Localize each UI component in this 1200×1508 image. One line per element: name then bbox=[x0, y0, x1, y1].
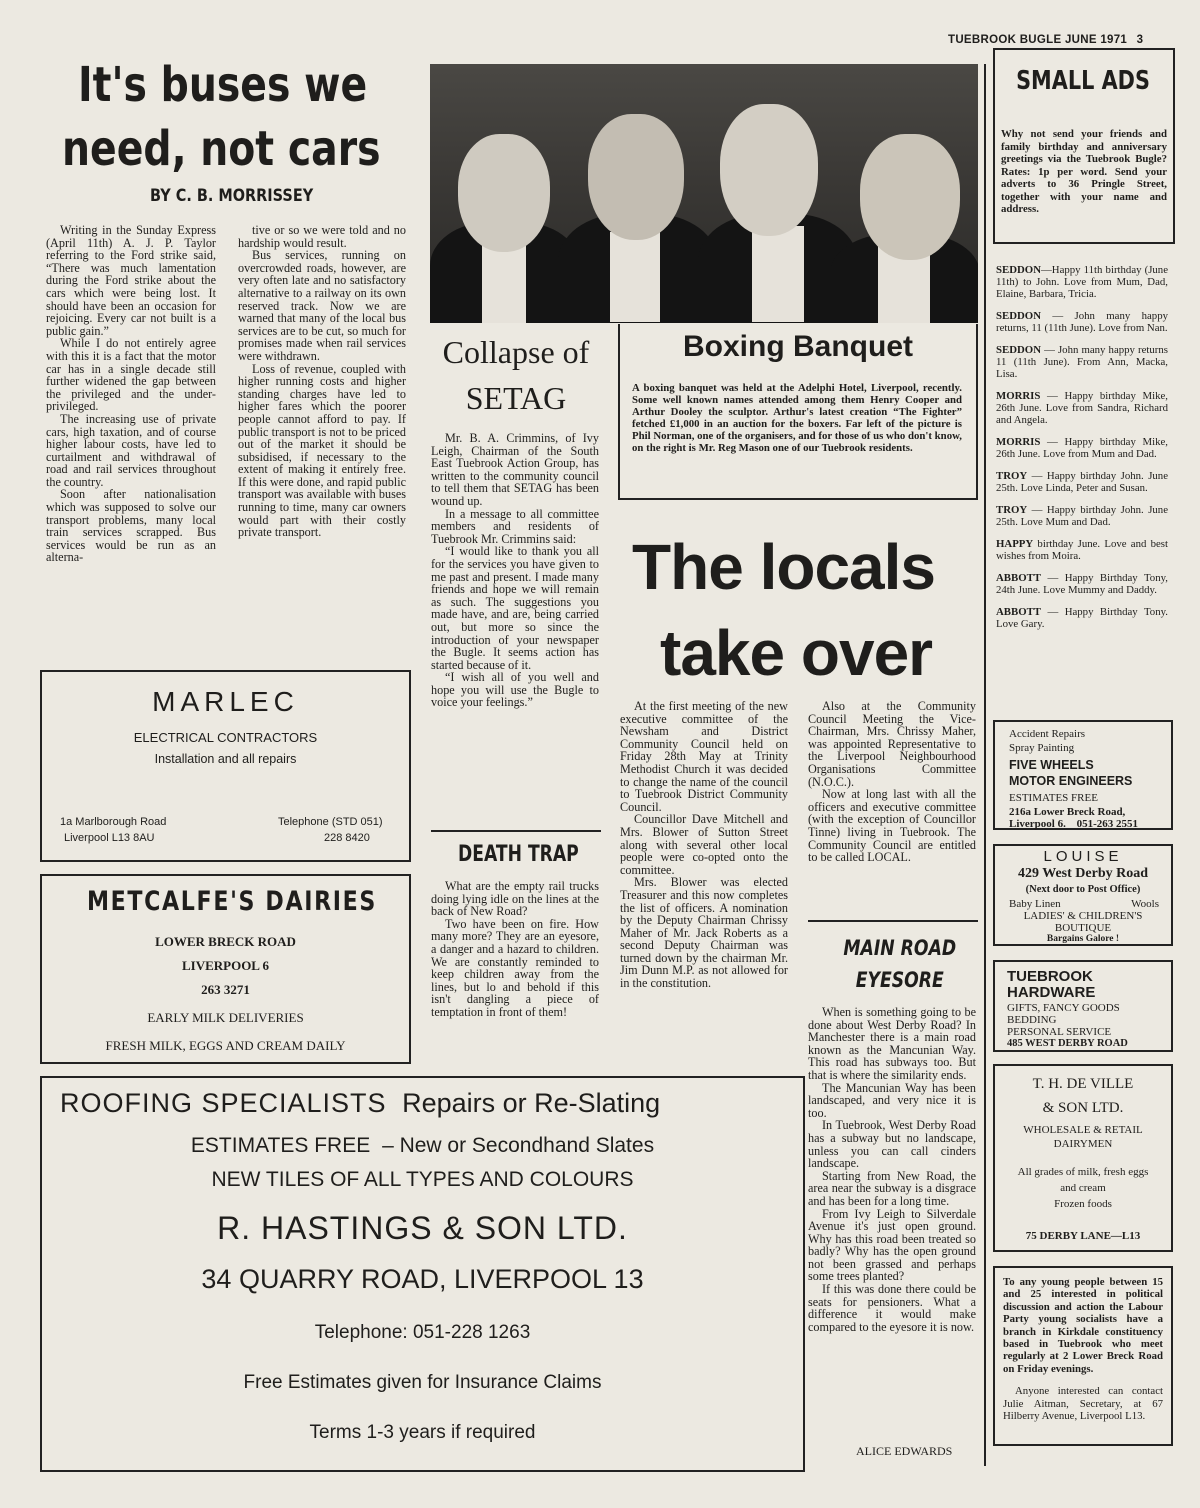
deville-line6: and cream bbox=[1060, 1182, 1106, 1194]
main-road-rule bbox=[808, 920, 978, 922]
small-ad bbox=[996, 504, 1168, 528]
setag-paragraph: Mr. B. A. Crimmins, of Ivy Leigh, Chairman of the South East Tuebrook Action Group, has written to the community council to tell them that SETAG has been wound up. bbox=[431, 431, 599, 508]
small-ad-name: MORRIS bbox=[996, 390, 1041, 402]
buses-paragraph: Writing in the Sunday Express (April 11th) A. J. P. Taylor referring to the Ford strike said, “There was much lamentation during the Ford strike about the cars which were being lost. It should have been an occasion for rejoicing. Every car not built is a public gain.” bbox=[46, 223, 216, 338]
small-ad-text: — Happy birthday John. June 25th. Love Linda, Peter and Susan. bbox=[996, 470, 1168, 494]
louise-baby-linen: Baby Linen bbox=[1009, 898, 1061, 910]
metcalfes-name: METCALFE'S DAIRIES bbox=[86, 886, 378, 917]
boxing-banquet-body: A boxing banquet was held at the Adelphi Hotel, Liverpool, recently. Some well known names attended among them Henry Cooper and Arthur Dooley the sculptor. Arthur's latest creation “The Fighter” fetched £1,000 in an auction for the boxers. Far left of the picture is Phil Norman, one of the organisers, and for those of us who don't know, on the right is Mr. Reg Mason one of our Tuebrook residents. bbox=[632, 382, 962, 454]
louise-line5: BOUTIQUE bbox=[1054, 922, 1112, 934]
louise-line6: Bargains Galore ! bbox=[1046, 934, 1120, 944]
small-ads-list bbox=[996, 264, 1168, 640]
main-road-headline-line1: MAIN ROAD bbox=[843, 936, 957, 960]
hardware-line6: 485 WEST DERBY ROAD bbox=[1007, 1038, 1128, 1049]
metcalfes-ad bbox=[40, 874, 411, 1064]
small-ad-text: — Happy birthday Mike, 26th June. Love from Mum and Dad. bbox=[996, 436, 1168, 460]
five-wheels-line7 bbox=[1009, 818, 1138, 830]
death-trap-headline: DEATH TRAP bbox=[458, 842, 579, 867]
hardware-line4: BEDDING bbox=[1007, 1014, 1057, 1026]
locals-headline-line1: The locals bbox=[632, 531, 935, 603]
locals-column-2 bbox=[808, 700, 976, 864]
small-ad-name: SEDDON bbox=[996, 344, 1041, 356]
roofing-line1-a: ROOFING SPECIALISTS bbox=[60, 1088, 387, 1118]
small-ad-name: ABBOTT bbox=[996, 606, 1042, 618]
small-ad bbox=[996, 390, 1168, 426]
hardware-ad bbox=[993, 960, 1173, 1052]
roofing-line1-b: Repairs or Re-Slating bbox=[402, 1088, 661, 1118]
masthead-date: JUNE 1971 bbox=[1064, 34, 1128, 46]
deville-line1: T. H. DE VILLE bbox=[1032, 1076, 1134, 1092]
deville-line3: WHOLESALE & RETAIL bbox=[1023, 1124, 1143, 1136]
small-ads-header-box bbox=[993, 48, 1175, 244]
locals-headline-line2: take over bbox=[660, 617, 933, 689]
metcalfes-line1: LOWER BRECK ROAD bbox=[155, 934, 296, 949]
column-rule bbox=[984, 64, 986, 1466]
roofing-telephone: Telephone: 051-228 1263 bbox=[314, 1322, 531, 1343]
labour-notice bbox=[993, 1266, 1173, 1446]
marlec-address-1: 1a Marlborough Road bbox=[60, 816, 167, 828]
buses-paragraph: Bus services, running on overcrowded roads, however, are very often late and no satisfactory alternative to a railway on its own reserved track. Now we are warned that many of the local bus services are to be cut, so much for promises made when rail services were withdrawn. bbox=[238, 248, 406, 363]
louise-line1: 429 West Derby Road bbox=[1017, 866, 1149, 881]
small-ad-text: — Happy birthday John. June 25th. Love Mum and Dad. bbox=[996, 504, 1168, 528]
small-ads-title: SMALL ADS bbox=[1016, 66, 1150, 96]
metcalfes-line2: LIVERPOOL 6 bbox=[181, 958, 270, 973]
deville-line8: 75 DERBY LANE—L13 bbox=[1025, 1230, 1141, 1242]
buses-paragraph: Loss of revenue, coupled with higher running costs and higher standing charges have led to higher fares which the poorer people cannot afford to pay. If public transport is not to be priced out of the market it should be subsidised, if necessary to the extent of making it entirely free. If this were done, and rapid public transport was available with buses running to time, many car owners would part with their costly private transport. bbox=[238, 361, 406, 540]
five-wheels-city: Liverpool 6. bbox=[1009, 818, 1066, 830]
main-road-paragraph: From Ivy Leigh to Silverdale Avenue it's just open ground. Why has this road been treated so badly? Why has the open ground not been grassed and perhaps some trees planted? bbox=[808, 1206, 976, 1284]
setag-headline-line1: Collapse of bbox=[442, 334, 590, 370]
small-ad-name: MORRIS bbox=[996, 436, 1041, 448]
marlec-telephone-label: Telephone (STD 051) bbox=[278, 816, 383, 828]
main-road-paragraph: Starting from New Road, the area near the subway is a disgrace and has been for a long time. bbox=[808, 1168, 976, 1208]
buses-paragraph: While I do not entirely agree with this it is a fact that the motor car has in a single decade still further widened the gap between the privileged and the under-privileged. bbox=[46, 336, 216, 414]
setag-paragraph: “I would like to thank you all for the services you have given to me past and present. I made many friends and hope we will remain as such. The suggestions you made have, and are, being carried out, but more so since the introduction of your newspaper the Bugle. It seems action has started because of it. bbox=[431, 544, 599, 672]
main-road-author: ALICE EDWARDS bbox=[856, 1444, 953, 1458]
labour-paragraph-2: Anyone interested can contact Julie Aitman, Secretary, at 67 Hilberry Avenue, Liverpool L13. bbox=[1003, 1385, 1163, 1423]
hardware-line3: GIFTS, FANCY GOODS bbox=[1007, 1002, 1120, 1014]
small-ad-text: — John many happy returns, 11 (11th June). Love from Nan. bbox=[996, 310, 1168, 334]
hardware-line2: HARDWARE bbox=[1007, 984, 1096, 1001]
roofing-line1 bbox=[60, 1088, 660, 1119]
boxing-banquet-headline: Boxing Banquet bbox=[683, 330, 913, 363]
setag-body bbox=[431, 432, 599, 709]
small-ad bbox=[996, 470, 1168, 494]
labour-paragraph-1: To any young people between 15 and 25 interested in political discussion and action the Labour Party young socialists have a branch in Kirkdale constituency based in Tuebrook who meet regularly at 2 Lower Breck Road on Friday evenings. bbox=[1003, 1276, 1163, 1375]
metcalfes-line4: EARLY MILK DELIVERIES bbox=[147, 1010, 304, 1025]
small-ad-name: SEDDON bbox=[996, 264, 1041, 276]
louise-line4: LADIES' & CHILDREN'S bbox=[1023, 910, 1143, 922]
small-ad-name: TROY bbox=[996, 504, 1028, 516]
small-ad bbox=[996, 436, 1168, 460]
locals-paragraph: Now at long last with all the officers and executive committee (with the exception of Councillor Tinne) living in Tuebrook. The Community Council are entitled to be called LOCAL. bbox=[808, 787, 976, 865]
roofing-company: R. HASTINGS & SON LTD. bbox=[217, 1210, 628, 1246]
death-trap-paragraph: Two have been on fire. How many more? They are an eyesore, a danger and a hazard to children. We are constantly reminded to keep children away from the lines, but lo and behold if this isn't dangling a piece of temptation in front of them! bbox=[431, 916, 599, 1019]
boxing-banquet-box bbox=[620, 324, 978, 500]
marlec-line1: ELECTRICAL CONTRACTORS bbox=[133, 730, 318, 745]
locals-paragraph: Also at the Community Council Meeting the Vice-Chairman, Mrs. Chrissy Maher, was appointed Representative to the Liverpool Neighbourhood Organisations Committee (N.O.C.). bbox=[808, 699, 976, 789]
main-road-headline-line2: EYESORE bbox=[855, 968, 944, 992]
setag-paragraph: “I wish all of you well and hope you will use the Bugle to voice your feelings.” bbox=[431, 670, 599, 710]
buses-paragraph: tive or so we were told and no hardship would result. bbox=[238, 223, 406, 250]
louise-wools: Wools bbox=[1131, 898, 1159, 910]
small-ad-name: ABBOTT bbox=[996, 572, 1042, 584]
small-ad bbox=[996, 572, 1168, 596]
buses-byline: BY C. B. MORRISSEY bbox=[150, 186, 314, 206]
main-road-paragraph: If this was done there could be seats for pensioners. What a difference it would make compared to the eyesore it is now. bbox=[808, 1282, 976, 1334]
main-road-paragraph: The Mancunian Way has been landscaped, and very nice it is too. bbox=[808, 1080, 976, 1120]
marlec-line2: Installation and all repairs bbox=[154, 752, 297, 766]
five-wheels-line2: Spray Painting bbox=[1009, 742, 1075, 754]
masthead-paper: TUEBROOK BUGLE bbox=[948, 34, 1062, 46]
main-road-paragraph: When is something going to be done about West Derby Road? In Manchester there is a main road known as the Mancunian Way. This road has subways too. But that is where the similarity ends. bbox=[808, 1005, 976, 1082]
louise-line2: (Next door to Post Office) bbox=[1025, 884, 1141, 895]
louise-name: LOUISE bbox=[1043, 848, 1123, 865]
small-ad-text: — John many happy returns 11 (11th June). From Ann, Macka, Lisa. bbox=[996, 344, 1168, 380]
metcalfes-line5: FRESH MILK, EGGS AND CREAM DAILY bbox=[105, 1038, 346, 1053]
small-ad-text: — Happy Birthday Tony. Love Gary. bbox=[996, 606, 1168, 630]
marlec-ad bbox=[40, 670, 411, 862]
five-wheels-line6: 216a Lower Breck Road, bbox=[1009, 806, 1126, 818]
small-ad bbox=[996, 264, 1168, 300]
death-trap-rule bbox=[431, 830, 601, 832]
deville-line5: All grades of milk, fresh eggs bbox=[1017, 1166, 1149, 1178]
buses-paragraph: Soon after nationalisation which was supposed to solve our transport problems, many local train services scrapped. Bus services would be run as an alterna- bbox=[46, 487, 216, 565]
boxing-banquet-photo bbox=[430, 64, 978, 323]
five-wheels-line3: FIVE WHEELS bbox=[1009, 758, 1094, 772]
small-ad-name: SEDDON bbox=[996, 310, 1041, 322]
masthead-page: 3 bbox=[1136, 34, 1144, 46]
small-ad-text: — Happy birthday Mike, 26th June. Love from Sandra, Richard and Angela. bbox=[996, 390, 1168, 426]
marlec-address-2: Liverpool L13 8AU bbox=[64, 832, 155, 844]
roofing-line8: Terms 1-3 years if required bbox=[309, 1422, 536, 1443]
small-ad bbox=[996, 606, 1168, 630]
marlec-name: MARLEC bbox=[152, 686, 299, 717]
marlec-telephone-number: 228 8420 bbox=[324, 832, 370, 844]
five-wheels-line1: Accident Repairs bbox=[1009, 728, 1086, 740]
deville-line2: & SON LTD. bbox=[1042, 1100, 1124, 1116]
setag-headline-line2: SETAG bbox=[465, 380, 567, 416]
locals-paragraph: At the first meeting of the new executive committee of the Newsham and District Community Council held on Friday 28th May at Trinity Methodist Church it was decided to change the name of the council to Tuebrook District Community Council. bbox=[620, 699, 788, 814]
roofing-line7: Free Estimates given for Insurance Claims bbox=[243, 1372, 602, 1393]
five-wheels-line5: ESTIMATES FREE bbox=[1009, 792, 1098, 804]
small-ad-name: HAPPY bbox=[996, 538, 1034, 550]
small-ad-text: —Happy 11th birthday (June 11th) to John. Love from Mum, Dad, Elaine, Barbara, Tricia. bbox=[996, 264, 1168, 300]
deville-ad bbox=[993, 1064, 1173, 1252]
small-ad-text: birthday June. Love and best wishes from Moira. bbox=[996, 538, 1168, 562]
small-ad bbox=[996, 344, 1168, 380]
buses-column-1 bbox=[46, 224, 216, 564]
five-wheels-ad bbox=[993, 720, 1173, 830]
buses-column-2 bbox=[238, 224, 406, 539]
masthead bbox=[948, 34, 1143, 46]
death-trap-body bbox=[431, 880, 599, 1019]
deville-line7: Frozen foods bbox=[1054, 1198, 1112, 1210]
locals-paragraph: Mrs. Blower was elected Treasurer and this now completes the list of officers. A nomination by the Deputy Chairman Chrissy Maher of Mr. Jack Roberts as a second Deputy Chairman was turned down by the chairman Mr. Jim Dunn M.P. as not allowed for in the constitution. bbox=[620, 875, 788, 991]
roofing-line2-b: – New or Secondhand Slates bbox=[382, 1134, 655, 1157]
hardware-line5: PERSONAL SERVICE bbox=[1007, 1026, 1112, 1038]
small-ad bbox=[996, 310, 1168, 334]
deville-line4: DAIRYMEN bbox=[1053, 1138, 1113, 1150]
main-road-paragraph: In Tuebrook, West Derby Road has a subway but no landscape, unless you can call cinders landscape. bbox=[808, 1118, 976, 1171]
roofing-line3: NEW TILES OF ALL TYPES AND COLOURS bbox=[211, 1168, 634, 1191]
main-road-body bbox=[808, 1006, 976, 1333]
death-trap-paragraph: What are the empty rail trucks doing lying idle on the lines at the back of New Road? bbox=[431, 879, 599, 919]
locals-column-1 bbox=[620, 700, 788, 990]
setag-paragraph: In a message to all committee members and residents of Tuebrook Mr. Crimmins said: bbox=[431, 506, 599, 546]
roofing-ad bbox=[40, 1076, 805, 1472]
locals-paragraph: Councillor Dave Mitchell and Mrs. Blower of Sutton Street along with several other local people were co-opted onto the committee. bbox=[620, 812, 788, 877]
buses-headline-line2: need, not cars bbox=[62, 121, 381, 177]
small-ad-text: — Happy Birthday Tony, 24th June. Love Mummy and Daddy. bbox=[996, 572, 1168, 596]
louise-line3 bbox=[1009, 898, 1159, 910]
small-ad bbox=[996, 538, 1168, 562]
small-ad-name: TROY bbox=[996, 470, 1028, 482]
five-wheels-line4: MOTOR ENGINEERS bbox=[1009, 774, 1133, 788]
roofing-line2-a: ESTIMATES FREE bbox=[190, 1134, 371, 1157]
buses-paragraph: The increasing use of private cars, high taxation, and of course higher labour costs, have led to curtailment and withdrawal of road and rail services throughout the country. bbox=[46, 411, 216, 489]
metcalfes-phone: 263 3271 bbox=[201, 982, 250, 997]
five-wheels-phone: 051-263 2551 bbox=[1076, 818, 1139, 830]
small-ads-intro: Why not send your friends and family birthday and anniversary greetings via the Tuebrook Bugle? Rates: 1p per word. Send your adverts to 36 Pringle Street, together with your name and address. bbox=[1001, 128, 1167, 215]
roofing-address: 34 QUARRY ROAD, LIVERPOOL 13 bbox=[201, 1264, 644, 1294]
louise-ad bbox=[993, 844, 1173, 946]
roofing-line2 bbox=[42, 1134, 803, 1158]
buses-headline-line1: It's buses we bbox=[78, 57, 368, 113]
hardware-line1: TUEBROOK bbox=[1007, 968, 1093, 985]
